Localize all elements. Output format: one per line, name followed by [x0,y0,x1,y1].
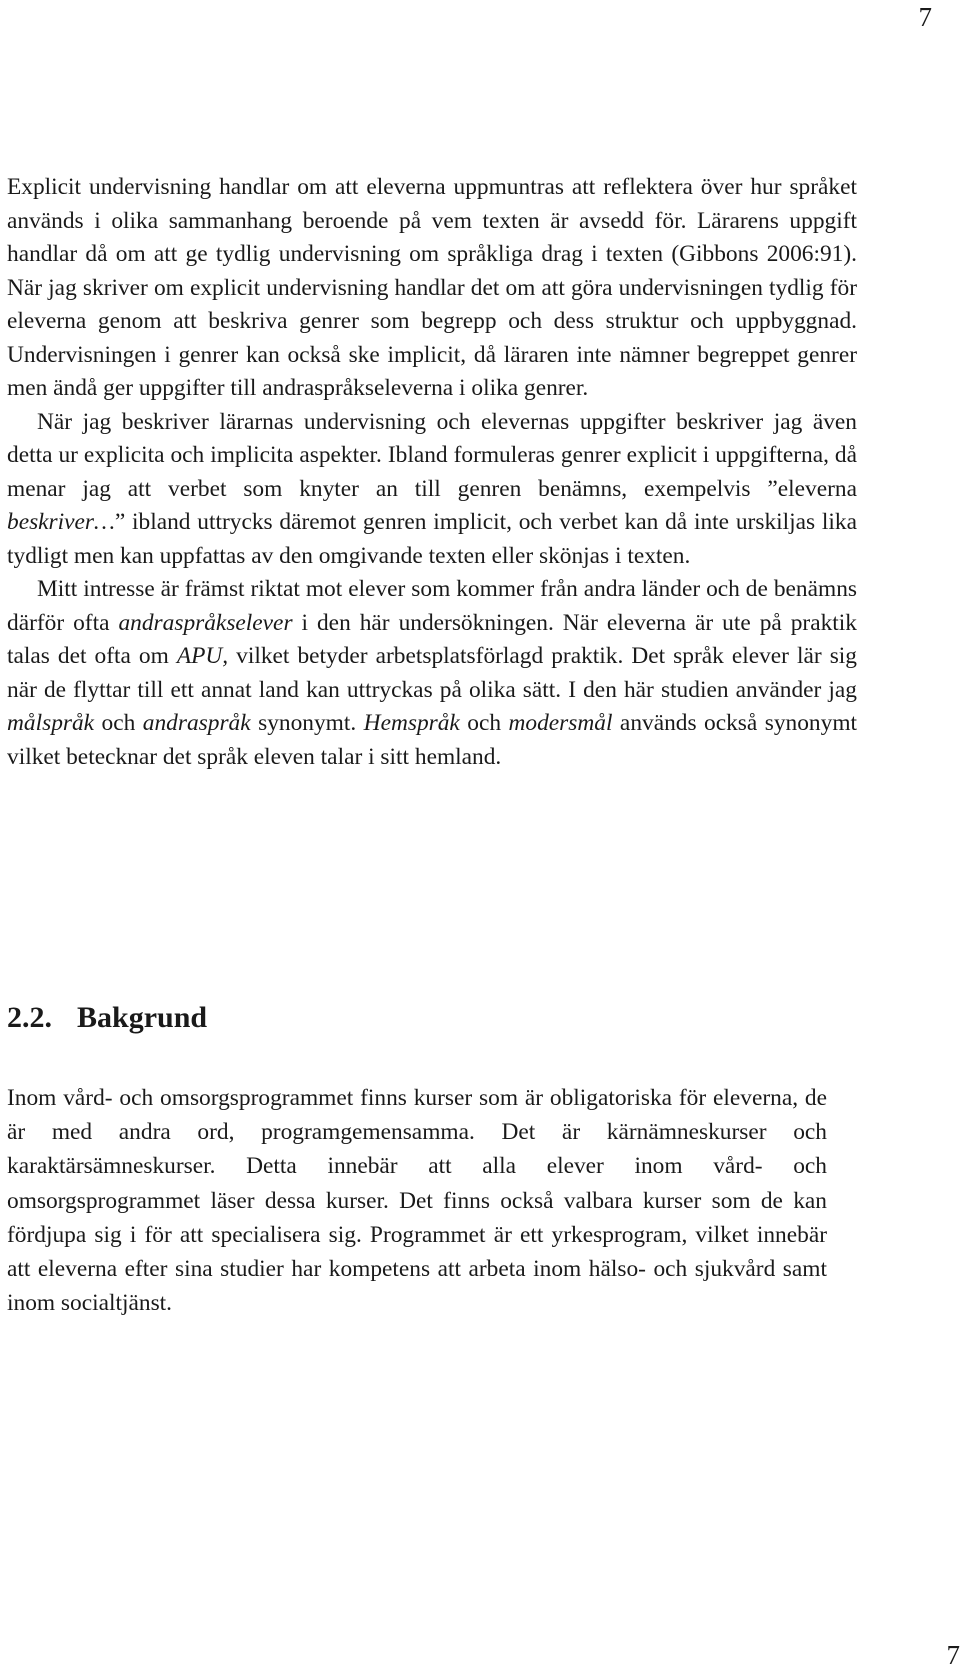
page-number: 7 [918,2,932,32]
text-run: Mitt intresse är främst riktat mot elever som kommer från andra länder och de benämns därför ofta [7,576,857,636]
text-run: synonymt. [250,710,364,736]
text-run: När jag beskriver lärarnas undervisning och elevernas uppgifter beskriver jag även detta ur explicita och implicita aspekter. Ibland formuleras genrer explicit i uppgifterna, då menar jag att verbet som knyter an till genren benämns, exempelvis ”eleverna [7,408,857,502]
text-run: i den här undersökningen. När eleverna är ute på praktik talas det ofta om [7,609,857,669]
italic-term-andrasprak: andraspråk [142,710,251,736]
italic-term-malsprak: målspråk [7,710,95,736]
body-text-bottom [7,1081,827,1320]
text-run: vilket betyder arbetsplatsförlagd praktik. Det språk elever lär sig när de flyttar till ett annat land kan uttryckas på olika sätt. I den här studien använder jag [7,643,857,703]
body-text-top [7,171,857,774]
italic-term-apu: APU, [176,643,229,669]
text-run: ” ibland uttrycks däremot genren implicit, och verbet kan då inte urskiljas lika tydligt men kan uppfattas av den omgivande texten eller skönjas i texten. [7,509,857,569]
section-title: Bakgrund [77,1001,208,1034]
section-heading [7,1000,207,1036]
text-run: används också synonymt vilket betecknar det språk eleven talar i sitt hemland. [7,710,858,770]
paragraph-teacher-instruction [7,406,857,574]
page-number-corner: 7 [946,1640,960,1670]
italic-term-andrasprakselever: andraspråkselever [118,609,293,636]
paragraph-background: Inom vård- och omsorgsprogrammet finns kurser som är obligatoriska för eleverna, de är med andra ord, programgemensamma. Det är kärnämneskurser och karaktärsämneskurser. Detta innebär att alla elever inom vård- och omsorgsprogrammet läser dessa kurser. Det finns också valbara kurser som de kan fördjupa sig i för att specialisera sig. Programmet är ett yrkesprogram, vilket innebär att eleverna efter sina studier har kompetens att arbeta inom hälso- och sjukvård samt inom socialtjänst. [7,1085,827,1317]
italic-term-beskriver: beskriver… [7,509,115,535]
text-run: och [94,710,143,736]
paragraph-explicit-teaching: Explicit undervisning handlar om att eleverna uppmuntras att reflektera över hur språket används i olika sammanhang beroende på vem texten är avsedd för. Lärarens uppgift handlar då om att ge tydlig undervisning om språkliga drag i texten (Gibbons 2006:91). När jag skriver om explicit undervisning handlar det om att göra undervisningen tydlig för eleverna genom att beskriva genrer som begrepp och dess struktur och uppbyggnad. Undervisningen i genrer kan också ske implicit, då läraren inte nämner begreppet genrer men ändå ger uppgifter till andraspråkseleverna i olika genrer. [7,174,857,401]
italic-term-hemsprak: Hemspråk [363,710,460,736]
section-number: 2.2. [7,1001,52,1034]
paragraph-second-language-learners [7,573,857,774]
text-run: och [459,710,509,736]
italic-term-modersmal: modersmål [508,710,613,736]
